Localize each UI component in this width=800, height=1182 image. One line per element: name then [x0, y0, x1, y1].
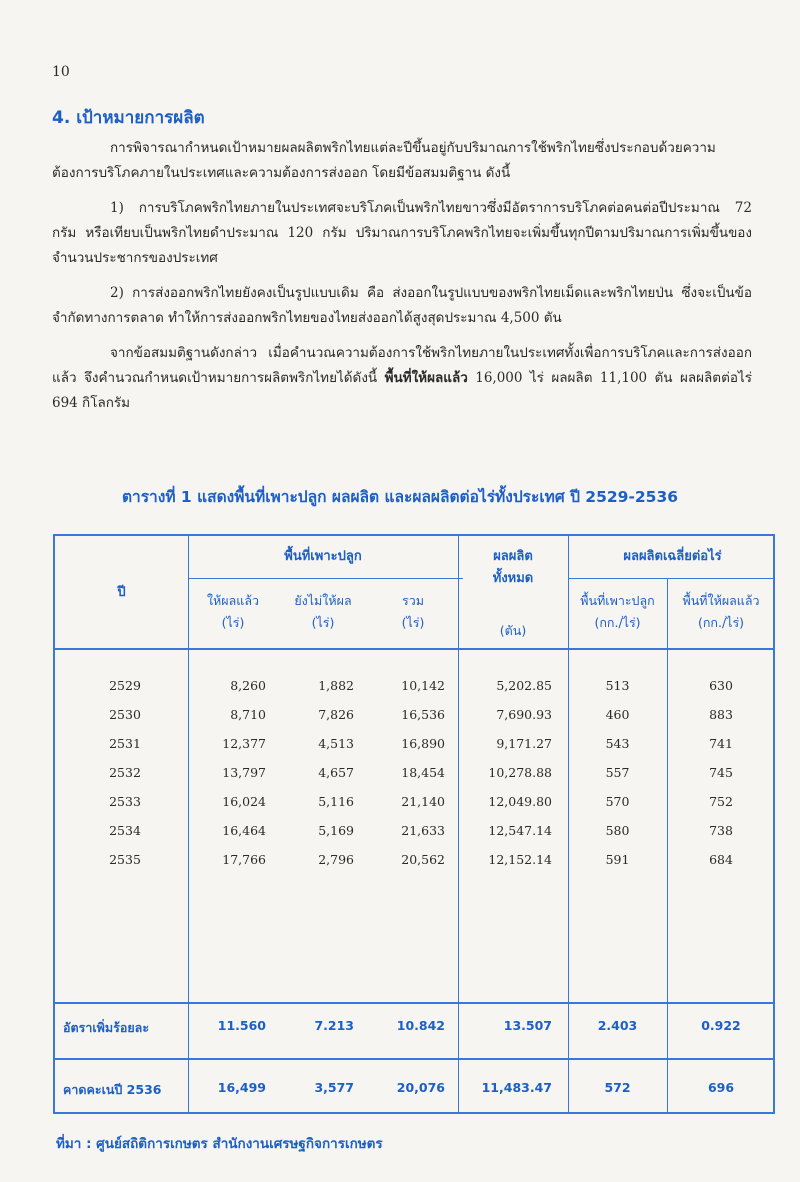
- table-cell-yield-planted: 543: [605, 736, 630, 751]
- header-year: ปี: [117, 585, 126, 600]
- table-cell-year: 2530: [109, 707, 141, 722]
- table-cell-yield-planted: 557: [605, 765, 630, 780]
- table-cell-yield-bearing: 741: [709, 736, 733, 751]
- table-cell-year: 2535: [109, 852, 141, 867]
- table-cell-production: 5,202.85: [496, 678, 552, 693]
- header-total: รวม (ไร่): [401, 593, 425, 630]
- summary-divider: [55, 1058, 773, 1060]
- table-cell-year: 2529: [109, 678, 141, 693]
- forecast-non-bearing: 3,577: [314, 1080, 354, 1095]
- table-cell-total: 16,890: [401, 736, 445, 751]
- table-cell-production: 7,690.93: [496, 707, 552, 722]
- header-divider: [55, 648, 773, 650]
- section-title: 4. เป้าหมายการผลิต: [52, 108, 205, 128]
- table-cell-total: 21,633: [401, 823, 445, 838]
- conclusion-bold: พื้นที่ให้ผลแล้ว: [384, 370, 468, 386]
- table-cell-yield-planted: 591: [605, 852, 630, 867]
- table-cell-total: 10,142: [401, 678, 445, 693]
- header-yield-planted: พื้นที่เพาะปลูก (กก./ไร่): [580, 593, 655, 630]
- table-cell-bearing: 8,710: [230, 707, 266, 722]
- table-cell-yield-planted: 580: [605, 823, 630, 838]
- header-production: ผลผลิต ทั้งหมด: [492, 549, 534, 586]
- table-title: ตารางที่ 1 แสดงพื้นที่เพาะปลูก ผลผลิต และผลผลิตต่อไร่ทั้งประเทศ ปี 2529-2536: [121, 488, 679, 506]
- header-yield-bearing: พื้นที่ให้ผลแล้ว (กก./ไร่): [682, 593, 760, 630]
- source-note: ที่มา : ศูนย์สถิติการเกษตร สำนักงานเศรษฐกิจการเกษตร: [56, 1136, 383, 1152]
- paragraph-assumption-1: 1) การบริโภคพริกไทยภายในประเทศจะบริโภคเป็นพริกไทยขาวซึ่งมีอัตราการบริโภคต่อคนต่อปีประมาณ 72 กรัม หรือเทียบเป็นพริกไทยดำประมาณ 120 กรัม ปริมาณการบริโภคพริกไทยจะเพิ่มขึ้นทุกปีตามปริมาณการเพิ่มขึ้นของจำนวนประชากรของประเทศ: [52, 200, 752, 266]
- growth-total: 10.842: [396, 1018, 445, 1033]
- table-cell-non-bearing: 2,796: [318, 852, 354, 867]
- growth-yield-planted: 2.403: [597, 1018, 638, 1033]
- growth-yield-bearing: 0.922: [701, 1018, 741, 1033]
- table-cell-bearing: 17,766: [222, 852, 266, 867]
- header-non-bearing: ยังไม่ให้ผล (ไร่): [294, 593, 352, 630]
- table-cell-non-bearing: 7,826: [318, 707, 354, 722]
- table-cell-non-bearing: 4,657: [318, 765, 354, 780]
- table-cell-bearing: 13,797: [222, 765, 266, 780]
- table-cell-yield-bearing: 684: [709, 852, 733, 867]
- paragraph-assumption-2: 2) การส่งออกพริกไทยยังคงเป็นรูปแบบเดิม คือ ส่งออกในรูปแบบของพริกไทยเม็ดและพริกไทยป่น ซึ่งจะเป็นข้อจำกัดทางการตลาด ทำให้การส่งออกพริกไทยของไทยส่งออกได้สูงสุดประมาณ 4,500 ตัน: [52, 285, 752, 326]
- table-cell-yield-bearing: 630: [709, 678, 733, 693]
- row-divider: [188, 578, 463, 579]
- table-cell-production: 12,547.14: [488, 823, 552, 838]
- growth-bearing: 11.560: [217, 1018, 266, 1033]
- table-cell-yield-planted: 513: [605, 678, 630, 693]
- growth-label: อัตราเพิ่มร้อยละ: [63, 1020, 150, 1035]
- table-cell-total: 21,140: [401, 794, 445, 809]
- growth-production: 13.507: [503, 1018, 552, 1033]
- table-cell-yield-bearing: 738: [709, 823, 733, 838]
- header-area-group: พื้นที่เพาะปลูก: [284, 549, 362, 564]
- forecast-production: 11,483.47: [481, 1080, 552, 1095]
- conclusion-text-b: 16,000 ไร่ ผลผลิต 11,100 ตัน ผลผลิตต่อไร่ 694 กิโลกรัม: [52, 370, 752, 411]
- data-table: [53, 534, 775, 1114]
- table-cell-yield-planted: 570: [605, 794, 630, 809]
- paragraph-intro: การพิจารณากำหนดเป้าหมายผลผลิตพริกไทยแต่ละปีขึ้นอยู่กับปริมาณการใช้พริกไทยซึ่งประกอบด้วยความต้องการบริโภคภายในประเทศและความต้องการส่งออก โดยมีข้อสมมติฐาน ดังนี้: [52, 140, 716, 181]
- table-cell-production: 12,152.14: [488, 852, 552, 867]
- table-cell-non-bearing: 1,882: [318, 678, 354, 693]
- table-cell-yield-bearing: 883: [709, 707, 733, 722]
- forecast-yield-bearing: 696: [707, 1080, 735, 1095]
- table-cell-bearing: 8,260: [230, 678, 266, 693]
- forecast-bearing: 16,499: [217, 1080, 266, 1095]
- table-cell-non-bearing: 4,513: [318, 736, 354, 751]
- table-cell-production: 9,171.27: [496, 736, 552, 751]
- forecast-total: 20,076: [396, 1080, 445, 1095]
- table-cell-yield-bearing: 752: [709, 794, 733, 809]
- table-cell-non-bearing: 5,116: [318, 794, 354, 809]
- page-number: 10: [52, 64, 70, 80]
- table-cell-total: 18,454: [401, 765, 445, 780]
- table-cell-total: 20,562: [401, 852, 445, 867]
- header-production-unit: (ตัน): [499, 623, 527, 638]
- summary-divider: [55, 1002, 773, 1004]
- table-cell-bearing: 16,464: [222, 823, 266, 838]
- table-cell-total: 16,536: [401, 707, 445, 722]
- row-divider: [568, 578, 773, 579]
- header-bearing: ให้ผลแล้ว (ไร่): [206, 593, 260, 630]
- table-cell-year: 2532: [109, 765, 141, 780]
- table-cell-yield-bearing: 745: [709, 765, 733, 780]
- forecast-label: คาดคะเนปี 2536: [63, 1082, 162, 1097]
- conclusion-text-a: จากข้อสมมติฐานดังกล่าว เมื่อคำนวณความต้องการใช้พริกไทยภายในประเทศทั้งเพื่อการบริโภคและการส่งออกแล้ว จึงคำนวณกำหนดเป้าหมายการผลิตพริกไทยได้ดังนี้: [52, 345, 752, 386]
- growth-non-bearing: 7.213: [314, 1018, 354, 1033]
- table-cell-year: 2534: [109, 823, 141, 838]
- table-cell-year: 2533: [109, 794, 141, 809]
- header-yield-group: ผลผลิตเฉลี่ยต่อไร่: [623, 549, 722, 564]
- table-cell-production: 10,278.88: [488, 765, 552, 780]
- paragraph-conclusion: [52, 341, 752, 416]
- forecast-yield-planted: 572: [604, 1080, 631, 1095]
- table-cell-non-bearing: 5,169: [318, 823, 354, 838]
- table-cell-year: 2531: [109, 736, 141, 751]
- table-cell-yield-planted: 460: [605, 707, 630, 722]
- table-cell-bearing: 12,377: [222, 736, 266, 751]
- table-cell-bearing: 16,024: [222, 794, 266, 809]
- table-cell-production: 12,049.80: [488, 794, 552, 809]
